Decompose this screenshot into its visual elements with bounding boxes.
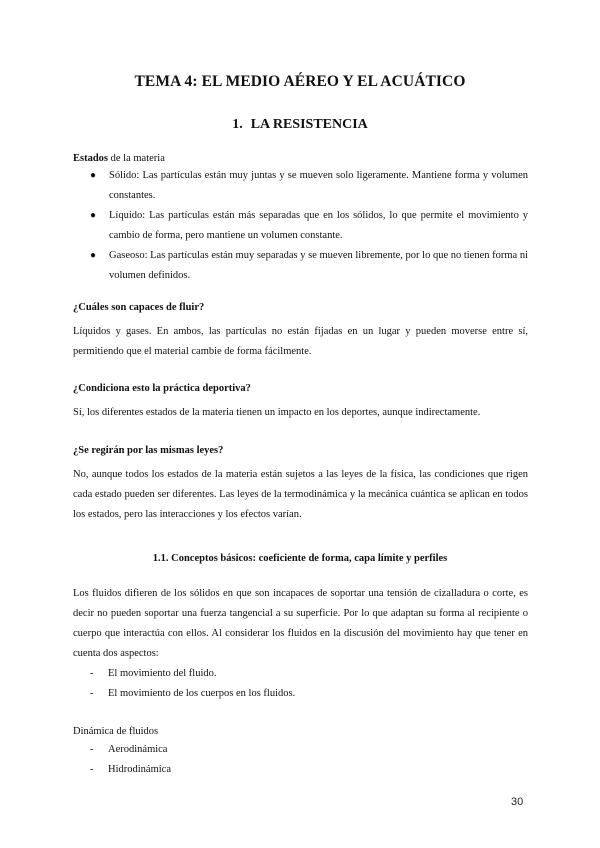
- estado-solido: Sólido: Las partículas están muy juntas y se mueven solo ligeramente. Mantiene forma y volumen constantes.: [109, 170, 528, 201]
- page-title: TEMA 4: EL MEDIO AÉREO Y EL ACUÁTICO: [134, 73, 466, 90]
- answer-3: No, aunque todos los estados de la materia están sujetos a las leyes de la física, las condiciones que rigen cada estado pueden ser diferentes. Las leyes de la termodinámica y la mecánica cuántica se aplican en todos los estados, pero las interacciones y los efectos varían.: [73, 469, 528, 520]
- subsection-heading: 1.1. Conceptos básicos: coeficiente de forma, capa límite y perfiles: [152, 553, 448, 564]
- estado-gaseoso: Gaseoso: Las partículas están muy separadas y se mueven libremente, por lo que no tienen forma ni volumen definidos.: [109, 250, 528, 281]
- list-item: [90, 760, 520, 780]
- dash-marker: -: [90, 764, 94, 775]
- fluidos-list: [90, 664, 520, 704]
- question-1: ¿Cuáles son capaces de fluir?: [73, 302, 205, 313]
- list-item: [73, 166, 528, 206]
- bullet-marker: ●: [90, 250, 97, 261]
- fluidos-item: El movimiento del fluido.: [108, 668, 217, 679]
- list-item: [73, 206, 528, 246]
- fluidos-item: El movimiento de los cuerpos en los fluidos.: [108, 688, 296, 699]
- estado-liquido: Líquido: Las partículas están más separadas que en los sólidos, lo que permite el movimiento y cambio de forma, pero mantiene un volumen constante.: [109, 210, 528, 241]
- list-item: [90, 684, 520, 704]
- list-item: [90, 664, 520, 684]
- dinamica-item: Aerodinámica: [108, 744, 168, 755]
- estados-list: [73, 166, 528, 286]
- list-item: [90, 740, 520, 760]
- bullet-marker: ●: [90, 170, 97, 181]
- section-title: LA RESISTENCIA: [250, 117, 368, 132]
- fluidos-paragraph: Los fluidos difieren de los sólidos en que son incapaces de soportar una tensión de cizalladura o corte, es decir no pueden soportar una fuerza tangencial a su superficie. Por lo que adaptan su forma al recipiente o cuerpo que interactúa con ellos. Al considerar los fluidos en la discusión del movimiento hay que tener en cuenta dos aspectos:: [73, 588, 528, 659]
- answer-1: Líquidos y gases. En ambos, las partículas no están fijadas en un lugar y pueden moverse entre sí, permitiendo que el material cambie de forma fácilmente.: [73, 326, 528, 357]
- page-number: 30: [511, 796, 524, 808]
- bullet-marker: ●: [90, 210, 97, 221]
- estados-heading-bold: Estados: [73, 153, 109, 164]
- section-heading: [0, 117, 600, 133]
- estados-heading-rest: de la materia: [108, 153, 165, 164]
- dinamica-item: Hidrodinámica: [108, 764, 171, 775]
- question-3: ¿Se regirán por las mismas leyes?: [73, 445, 224, 456]
- dash-marker: -: [90, 668, 94, 679]
- dash-marker: -: [90, 744, 94, 755]
- dash-marker: -: [90, 688, 94, 699]
- answer-2: Sí, los diferentes estados de la materia tienen un impacto en los deportes, aunque indirectamente.: [73, 407, 481, 418]
- section-number: 1.: [232, 117, 243, 132]
- question-2: ¿Condiciona esto la práctica deportiva?: [73, 383, 251, 394]
- list-item: [73, 246, 528, 286]
- dinamica-list: [90, 740, 520, 780]
- dinamica-heading: Dinámica de fluidos: [73, 726, 159, 737]
